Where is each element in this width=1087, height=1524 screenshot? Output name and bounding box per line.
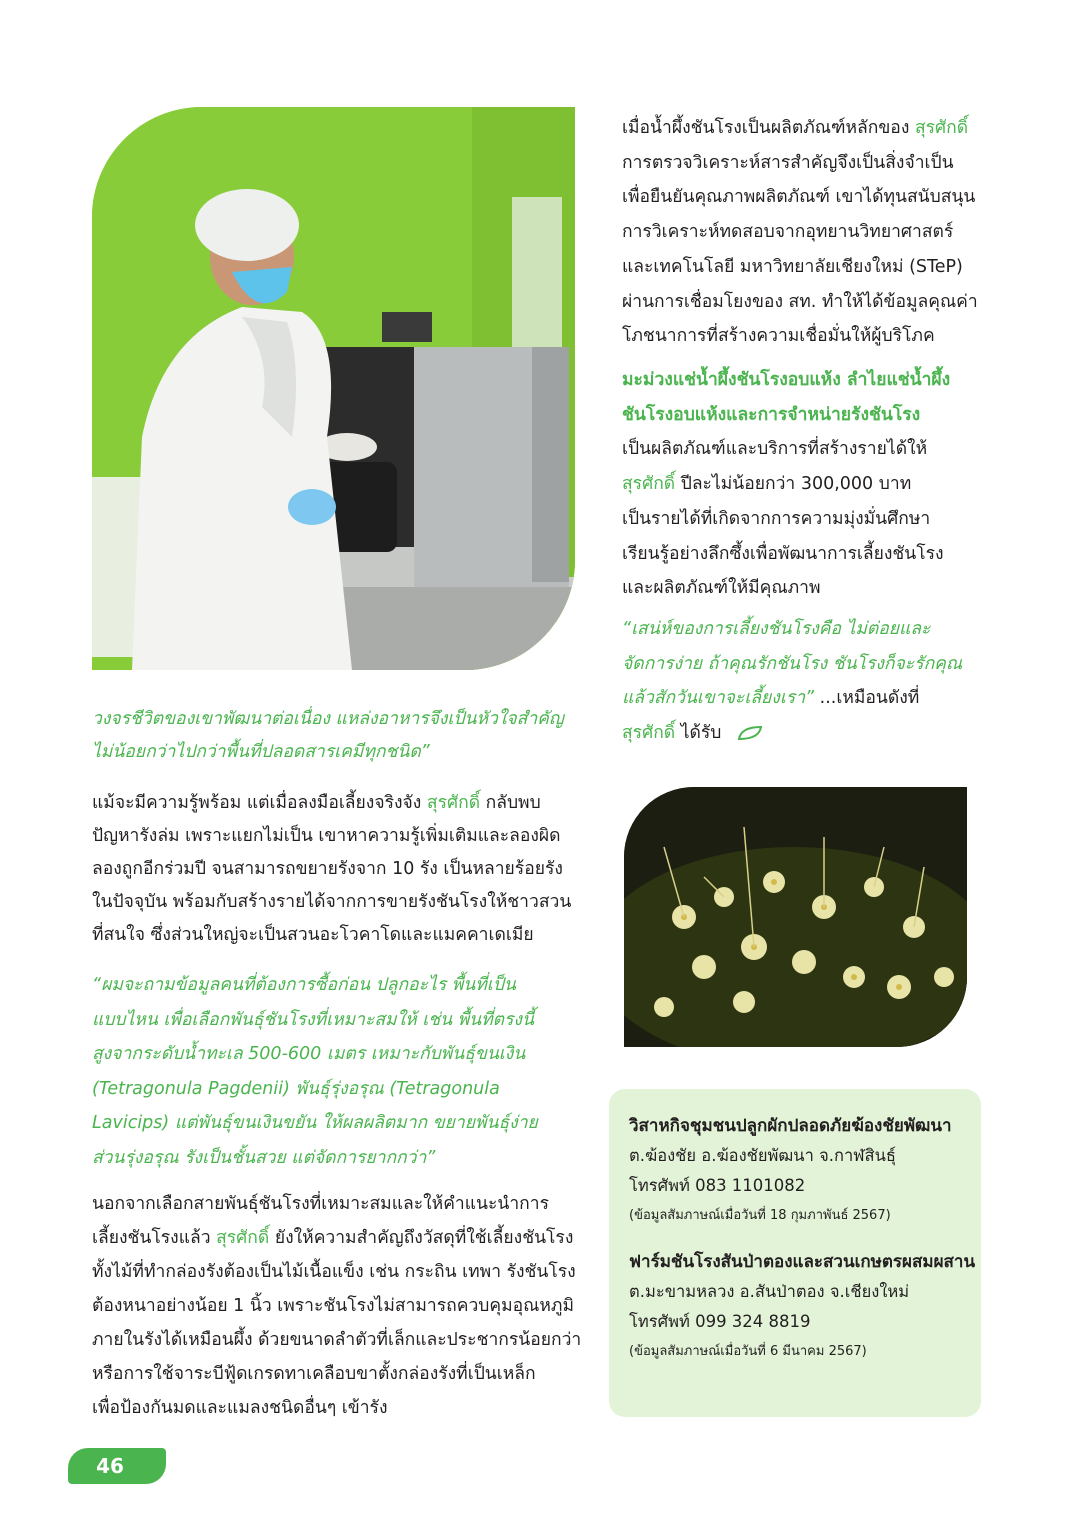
paragraph-line: ผ่านการเชื่อมโยงของ สท. ทำให้ได้ข้อมูลคุณค่า [622, 291, 978, 312]
quote-line: แบบไหน เพื่อเลือกพันธุ์ชันโรงที่เหมาะสมให้ เช่น พื้นที่ตรงนี้ [92, 1009, 534, 1030]
quote-ending-line: วงจรชีวิตของเขาพัฒนาต่อเนื่อง แหล่งอาหารจึงเป็นหัวใจสำคัญ [92, 709, 564, 729]
page-number-tab [68, 1448, 166, 1484]
quote-ending [92, 703, 564, 769]
person-name: สุรศักดิ์ [914, 118, 969, 138]
quote-text: แล้วสักวันเขาจะเลี้ยงเรา” [622, 688, 815, 709]
quote-line: (Tetragonula Pagdenii) พันธุ์รุ่งอรุณ (Tetragonula [92, 1078, 500, 1099]
paragraph-line: เพื่อป้องกันมดและแมลงชนิดอื่นๆ เข้ารัง [92, 1398, 388, 1418]
contact-info-box [609, 1089, 981, 1417]
contact-note: (ข้อมูลสัมภาษณ์เมื่อวันที่ 6 มีนาคม 2567) [629, 1344, 867, 1359]
contact-title: ฟาร์มชันโรงสันป่าตองและสวนเกษตรผสมผสาน [629, 1252, 976, 1272]
person-name: สุรศักดิ์ [426, 793, 481, 813]
contact-address: ต.มะขามหลวง อ.สันป่าตอง จ.เชียงใหม่ [629, 1282, 910, 1301]
paragraph-line: และเทคโนโลยี มหาวิทยาลัยเชียงใหม่ (STeP) [622, 256, 963, 277]
quote-line [622, 681, 962, 716]
paragraph-line: เรียนรู้อย่างลึกซึ้งเพื่อพัฒนาการเลี้ยงชันโรง [622, 543, 944, 564]
highlight-line: มะม่วงแช่น้ำผึ้งชันโรงอบแห้ง ลำไยแช่น้ำผึ้ง [622, 370, 951, 390]
text-run: แม้จะมีความรู้พร้อม แต่เมื่อลงมือเลี้ยงจริงจัง [92, 793, 427, 813]
text-run: กลับพบ [480, 793, 541, 813]
paragraph-line [92, 787, 571, 820]
paragraph-line: ในปัจจุบัน พร้อมกับสร้างรายได้จากการขายรังชันโรงให้ชาวสวน [92, 892, 572, 912]
text-run: ได้รับ [675, 723, 722, 744]
contact-address: ต.ฆ้องชัย อ.ฆ้องชัยพัฒนา จ.กาฬสินธุ์ [629, 1146, 896, 1165]
paragraph-line: ลองถูกอีกร่วมปี จนสามารถขยายรังจาก 10 รัง เป็นหลายร้อยรัง [92, 859, 563, 879]
paragraph-line: เพื่อยืนยันคุณภาพผลิตภัณฑ์ เขาได้ทุนสนับสนุน [622, 187, 976, 208]
paragraph-line: เป็นผลิตภัณฑ์และบริการที่สร้างรายได้ให้ [622, 439, 928, 460]
quote-line: Lavicips) แต่พันธุ์ขนเงินขยัน ให้ผลผลิตมาก ขยายพันธุ์ง่าย [92, 1113, 538, 1133]
paragraph-line: ต้องหนาอย่างน้อย 1 นิ้ว เพราะชันโรงไม่สามารถควบคุมอุณหภูมิ [92, 1296, 574, 1316]
paragraph-line: ทั้งไม้ที่ทำกล่องรังต้องเป็นไม้เนื้อแข็ง เช่น กระถิน เทพา รังชันโรง [92, 1262, 576, 1282]
flower-photo-illustration [624, 787, 967, 1047]
paragraph-line: ภายในรังได้เหมือนผึ้ง ด้วยขนาดลำตัวที่เล็กและประชากรน้อยกว่า [92, 1330, 582, 1350]
quote-line: “ผมจะถามข้อมูลคนที่ต้องการซื้อก่อน ปลูกอะไร พื้นที่เป็น [92, 975, 516, 995]
highlight-line: ชันโรงอบแห้งและการจำหน่ายรังชันโรง [622, 404, 921, 425]
paragraph-line: เป็นรายได้ที่เกิดจากการความมุ่งมั่นศึกษา [622, 508, 931, 529]
contact-phone: โทรศัพท์ 099 324 8819 [629, 1312, 811, 1331]
lab-photo [92, 107, 575, 670]
right-paragraph-1 [622, 111, 978, 354]
paragraph-line: โภชนาการที่สร้างความเชื่อมั่นให้ผู้บริโภค [622, 326, 935, 347]
paragraph-line: ปัญหารังล่ม เพราะแยกไม่เป็น เขาหาความรู้เพิ่มเติมและลองผิด [92, 826, 561, 846]
contact-entry [629, 1247, 975, 1367]
person-name: สุรศักดิ์ [216, 1228, 270, 1248]
paragraph-line [622, 467, 950, 502]
contact-note: (ข้อมูลสัมภาษณ์เมื่อวันที่ 18 กุมภาพันธ์ 2567) [629, 1208, 891, 1223]
lab-photo-illustration [92, 107, 575, 670]
quote-line: จัดการง่าย ถ้าคุณรักชันโรง ชันโรงก็จะรักคุณ [622, 653, 963, 674]
paragraph-line: หรือการใช้จาระบีฟู้ดเกรดทาเคลือบขาตั้งกล่องรังที่เป็นเหล็ก [92, 1364, 536, 1384]
left-paragraph-2 [92, 1187, 581, 1425]
contact-phone: โทรศัพท์ 083 1101082 [629, 1176, 806, 1195]
person-name: สุรศักดิ์ [622, 474, 676, 495]
paragraph-line [92, 1221, 581, 1255]
text-run: เลี้ยงชันโรงแล้ว [92, 1228, 217, 1248]
flower-photo [624, 787, 967, 1047]
paragraph-line: การวิเคราะห์ทดสอบจากอุทยานวิทยาศาสตร์ [622, 222, 954, 243]
contact-entry [629, 1111, 952, 1231]
quote-line [622, 716, 962, 751]
left-paragraph-1 [92, 787, 571, 952]
paragraph-line: และผลิตภัณฑ์ให้มีคุณภาพ [622, 578, 821, 599]
quote-line: ส่วนรุ่งอรุณ รังเป็นชั้นสวย แต่จัดการยากกว่า” [92, 1147, 436, 1168]
paragraph-line [622, 111, 978, 146]
person-name: สุรศักดิ์ [622, 723, 676, 744]
left-quote [92, 968, 538, 1175]
leaf-icon [737, 725, 763, 741]
quote-ending-line: ไม่น้อยกว่าไปกว่าพื้นที่ปลอดสารเคมีทุกชนิด” [92, 742, 430, 762]
quote-line: “เสน่ห์ของการเลี้ยงชันโรงคือ ไม่ต่อยและ [622, 619, 931, 639]
right-quote [622, 612, 962, 751]
paragraph-line: นอกจากเลือกสายพันธุ์ชันโรงที่เหมาะสมและให้คำแนะนำการ [92, 1194, 549, 1214]
text-run: เมื่อน้ำผึ้งชันโรงเป็นผลิตภัณฑ์หลักของ [622, 118, 915, 138]
contact-title: วิสาหกิจชุมชนปลูกผักปลอดภัยฆ้องชัยพัฒนา [629, 1116, 952, 1136]
page-number: 46 [96, 1454, 124, 1478]
text-run: ยังให้ความสำคัญถึงวัสดุที่ใช้เลี้ยงชันโรง [269, 1228, 574, 1248]
text-run: ปีละไม่น้อยกว่า 300,000 บาท [675, 474, 912, 495]
quote-line: สูงจากระดับน้ำทะเล 500-600 เมตร เหมาะกับพันธุ์ขนเงิน [92, 1044, 526, 1064]
paragraph-line: ที่สนใจ ซึ่งส่วนใหญ่จะเป็นสวนอะโวคาโดและแมคคาเดเมีย [92, 925, 534, 945]
right-paragraph-2 [622, 363, 950, 606]
paragraph-line: การตรวจวิเคราะห์สารสำคัญจึงเป็นสิ่งจำเป็น [622, 152, 954, 173]
text-run: ...เหมือนดังที่ [814, 688, 920, 709]
